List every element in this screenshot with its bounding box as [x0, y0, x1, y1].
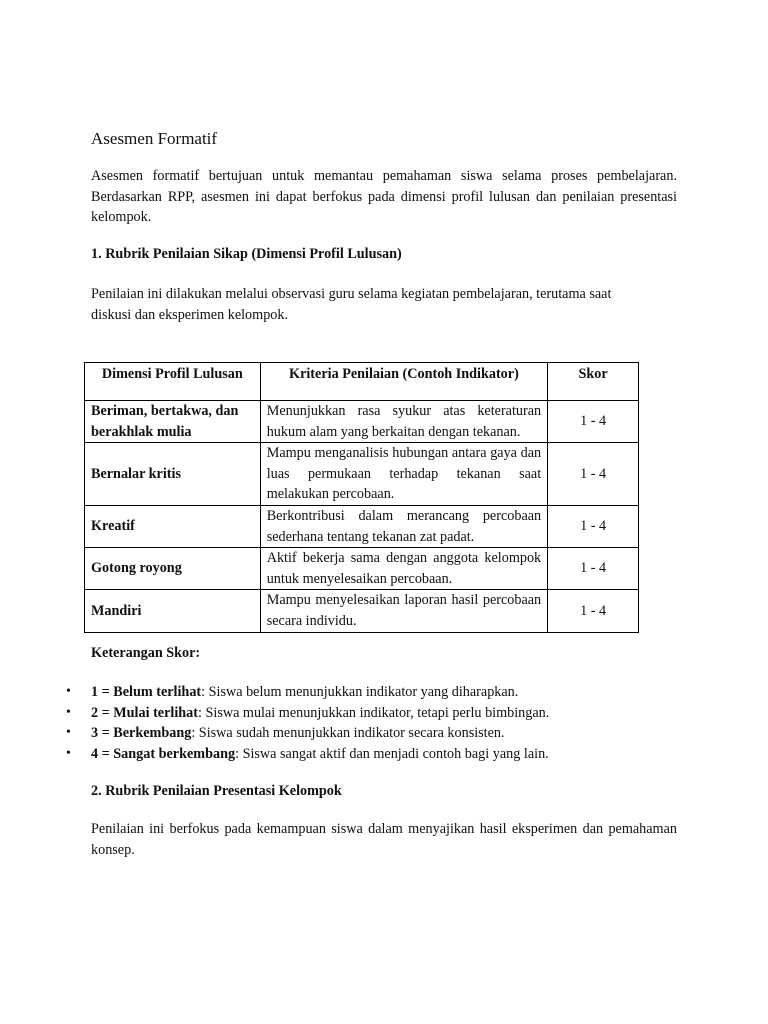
legend-text: : Siswa sudah menunjukkan indikator secara konsisten. [191, 725, 505, 742]
rubric-table [84, 362, 639, 633]
row-score: 1 - 4 [548, 401, 639, 443]
table-row [85, 590, 639, 632]
table-header-row [85, 363, 639, 401]
legend-term: 2 = Mulai terlihat [91, 704, 198, 721]
table-row [85, 505, 639, 547]
section2-description: Penilaian ini berfokus pada kemampuan siswa dalam menyajikan hasil eksperimen dan pemahaman konsep. [91, 821, 677, 858]
document-title: Asesmen Formatif [91, 129, 218, 148]
section1-heading: 1. Rubrik Penilaian Sikap (Dimensi Profil Lulusan) [91, 246, 402, 262]
table-row [85, 548, 639, 590]
score-legend-list [0, 682, 549, 765]
row-criteria: Mampu menganalisis hubungan antara gaya dan luas permukaan terhadap tekanan saat melakukan percobaan. [260, 443, 547, 506]
table-row [85, 443, 639, 506]
bullet-icon: • [66, 746, 71, 762]
list-item [0, 723, 549, 744]
legend-text: : Siswa belum menunjukkan indikator yang diharapkan. [201, 684, 519, 700]
row-score: 1 - 4 [548, 443, 639, 506]
row-dimension: Mandiri [85, 590, 261, 632]
row-criteria: Menunjukkan rasa syukur atas keteraturan hukum alam yang berkaitan dengan tekanan. [260, 401, 547, 443]
list-item [0, 744, 549, 765]
row-dimension: Gotong royong [85, 548, 261, 590]
row-score: 1 - 4 [548, 548, 639, 590]
legend-heading: Keterangan Skor: [91, 645, 201, 661]
bullet-icon: • [66, 725, 71, 741]
intro-paragraph: Asesmen formatif bertujuan untuk memantau pemahaman siswa selama proses pembelajaran. Berdasarkan RPP, asesmen ini dapat berfokus pada dimensi profil lulusan dan penilaian presentasi kelompok. [91, 168, 677, 226]
row-criteria: Mampu menyelesaikan laporan hasil percobaan secara individu. [260, 590, 547, 632]
header-dimension: Dimensi Profil Lulusan [85, 363, 261, 401]
legend-term: 1 = Belum terlihat [91, 684, 202, 700]
list-item [0, 682, 549, 703]
list-item [0, 703, 549, 724]
bullet-icon: • [66, 684, 71, 699]
table-row [85, 401, 639, 443]
row-criteria: Aktif bekerja sama dengan anggota kelompok untuk menyelesaikan percobaan. [260, 548, 547, 590]
header-score: Skor [548, 363, 639, 401]
header-criteria: Kriteria Penilaian (Contoh Indikator) [260, 363, 547, 401]
legend-text: : Siswa sangat aktif dan menjadi contoh bagi yang lain. [235, 746, 549, 763]
row-score: 1 - 4 [548, 505, 639, 547]
row-dimension: Kreatif [85, 505, 261, 547]
row-dimension: Bernalar kritis [85, 443, 261, 506]
legend-text: : Siswa mulai menunjukkan indikator, tetapi perlu bimbingan. [198, 704, 550, 721]
legend-term: 4 = Sangat berkembang [91, 746, 236, 763]
row-criteria: Berkontribusi dalam merancang percobaan sederhana tentang tekanan zat padat. [260, 505, 547, 547]
legend-term: 3 = Berkembang [91, 725, 192, 742]
bullet-icon: • [66, 704, 71, 720]
row-score: 1 - 4 [548, 590, 639, 632]
row-dimension: Beriman, bertakwa, dan berakhlak mulia [85, 401, 261, 443]
section2-heading: 2. Rubrik Penilaian Presentasi Kelompok [91, 783, 342, 799]
section1-description: Penilaian ini dilakukan melalui observasi guru selama kegiatan pembelajaran, terutama saat diskusi dan eksperimen kelompok. [91, 286, 612, 323]
